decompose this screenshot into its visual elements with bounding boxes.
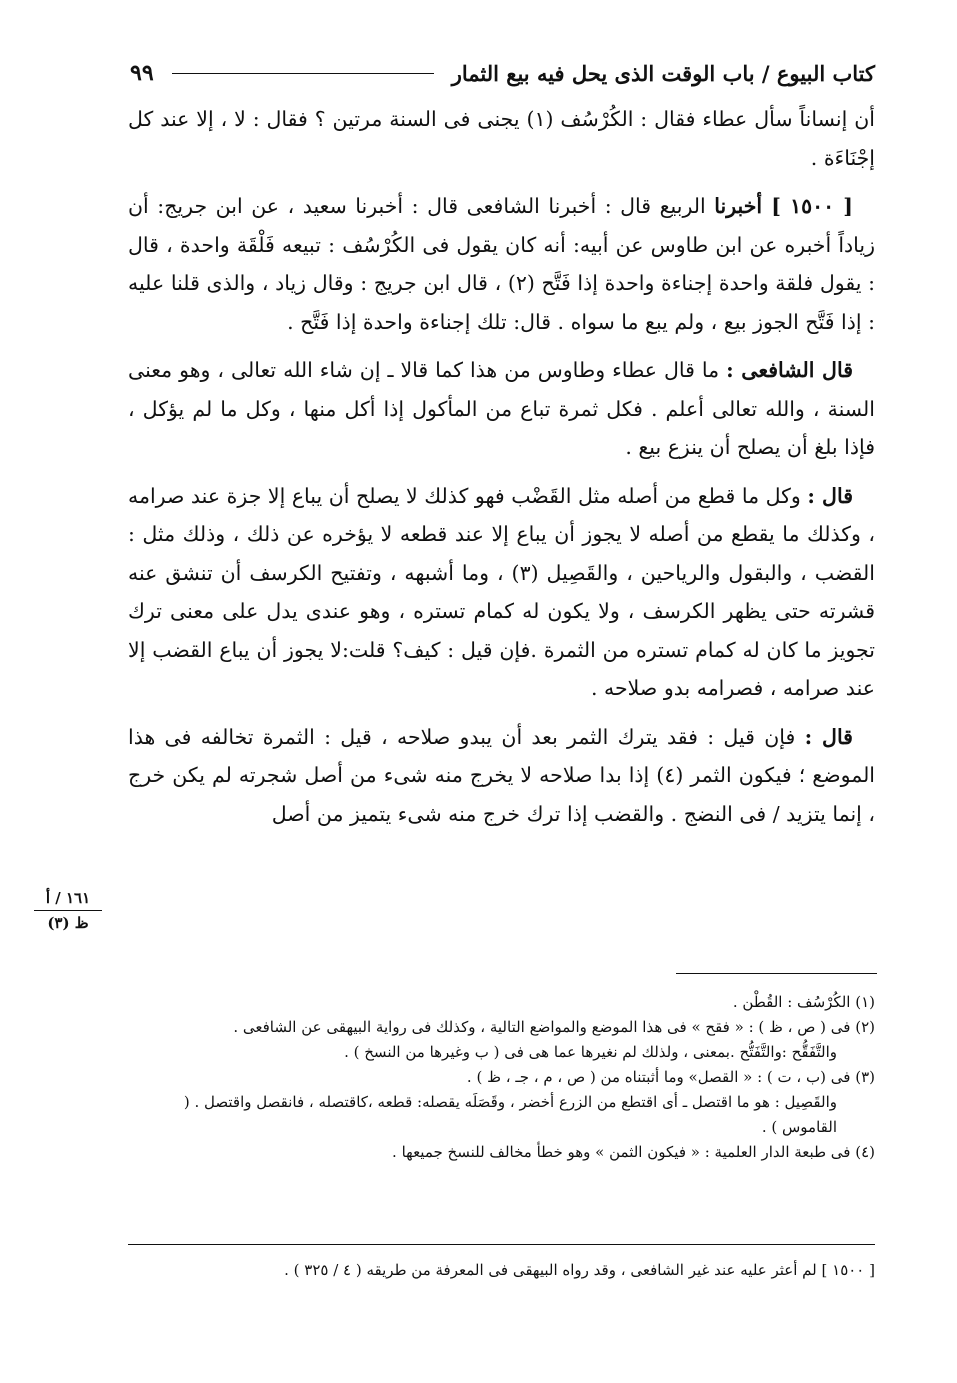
- source-note: [ ١٥٠٠ ] لم أعثر عليه عند غير الشافعى ، وقد رواه البيهقى فى المعرفة من طريقه ( ٤ / ٣٢٥ ) .: [284, 1261, 875, 1279]
- paragraph-4: [128, 477, 875, 708]
- main-text: [128, 100, 875, 843]
- header-title: كتاب البيوع / باب الوقت الذى يحل فيه بيع الثمار: [451, 60, 875, 86]
- footnote-4: (٤) فى طبعة الدار العلمية : « فيكون الثمن » وهو خطأ مخالف للنسخ جميعها .: [392, 1143, 875, 1161]
- source-note-separator: [128, 1244, 875, 1245]
- paragraph-5: [128, 718, 875, 834]
- paragraph-4-lead: قال :: [807, 483, 853, 508]
- page-number: ٩٩: [130, 60, 154, 86]
- paragraph-1-text: أن إنساناً سأل عطاء فقال : الكُرْسُف (١) يجنى فى السنة مرتين ؟ فقال : لا ، إلا عند كل إجْنَاءَة .: [128, 107, 875, 170]
- manuscript-folio-note: [28, 888, 108, 933]
- paragraph-5-text: فإن قيل : فقد يترك الثمر بعد أن يبدو صلاحه ، قيل : الثمرة تخالفه فى هذا الموضع ؛ فيكون الثمر (٤) إذا بدا صلاحه لا يخرج منه شىء من أصل شجرته لم يكن خرج ، إنما يتزيد / فى النضج . والقضب إذا ترك خرج منه شىء يتميز من أصل: [128, 724, 876, 826]
- running-header: [130, 56, 875, 90]
- paragraph-4-text: وكل ما قطع من أصله مثل القَضْب فهو كذلك لا يصلح أن يباع إلا جزة عند صرامه ، وكذلك ما يقطع من أصله لا يجوز أن يباع إلا عند قطعه لا يؤخره عن ذلك ، وذلك مثل : القضب ، والبقول والرياحين ، والقَصِيل (٣) ، وما أشبهه ، وتفتيح الكرسف أن تنشق عنه قشرته حتى يظهر الكرسف ، ولا يكون له كمام تستره ، وهو عندى يدل على معنى ترك تجويز ما كان له كمام تستره من الثمرة .فإن قيل : كيف؟ قلت:لا يجوز أن يباع القضب إلا عند صرامه ، فصرامه بدو صلاحه .: [128, 483, 875, 700]
- footnotes: [128, 990, 875, 1165]
- paragraph-3-lead: قال الشافعى :: [726, 358, 853, 382]
- header-rule: [172, 73, 434, 74]
- footnote-3-continued: والقَصِيل : هو ما اقتصل ـ أى اقتطع من الزرع أخضر ، وقَصَلَه يقصله: قطعه ،كاقتصله ، فانقصل واقتصل . ( القاموس ) .: [183, 1093, 837, 1136]
- folio-rule: [34, 910, 102, 911]
- paragraph-3-text: ما قال عطاء وطاوس من هذا كما قالا ـ إن شاء الله تعالى ، وهو معنى السنة ، والله تعالى أعلم . فكل ثمرة تباع من المأكول إذا أكل منها ، وكل ما لم يؤكل ، فإذا بلغ أن يصلح أن ينزع بيع .: [128, 358, 875, 459]
- footnote-separator: [676, 973, 877, 974]
- paragraph-5-lead: قال :: [804, 724, 853, 749]
- footnote-1: (١) الكُرْسُف : القُطْن .: [732, 993, 875, 1011]
- footnote-2: (٢) فى ( ص ، ظ ) : « فقح » فى هذا الموضع والمواضع التالية ، وكذلك فى رواية البيهقى عن الشافعى .: [233, 1018, 875, 1036]
- hadith-number-lead: [ ١٥٠٠ ] أخبرنا: [714, 194, 854, 218]
- paragraph-1: [128, 100, 875, 177]
- footnote-3: (٣) فى (ب ، ت ) : « القصل» وما أثبتناه من ( ص ، م ، جـ ، ظ ) .: [466, 1068, 875, 1086]
- paragraph-2: [128, 187, 875, 341]
- paragraph-2-text: الربيع قال : أخبرنا الشافعى قال : أخبرنا سعيد ، عن ابن جريج: أن زياداً أخبره عن ابن طاوس عن أبيه: أنه كان يقول فى الكُرْسُف : تبيعه فَلْقَة واحدة ، قال : يقول فلقة واحدة إجناءة واحدة إذا فَتَّح (٢) ، قال ابن جريج : وقال زياد ، والذى قلنا عليه : إذا فَتَّح الجوز بيع ، ولم يبع ما سواه . قال: تلك إجناءة واحدة إذا فَتَّح .: [128, 194, 876, 334]
- paragraph-3: [128, 351, 875, 467]
- folio-reference: ١٦١ / أ: [45, 889, 91, 907]
- footnote-2-continued: والتَّفَقُّح :والتَّفَتُّح .بمعنى ، ولذلك لم نغيرها عما هى فى ( ب وغيرها من النسخ ) .: [344, 1043, 837, 1061]
- manuscript-reference: ظ (٣): [47, 914, 89, 932]
